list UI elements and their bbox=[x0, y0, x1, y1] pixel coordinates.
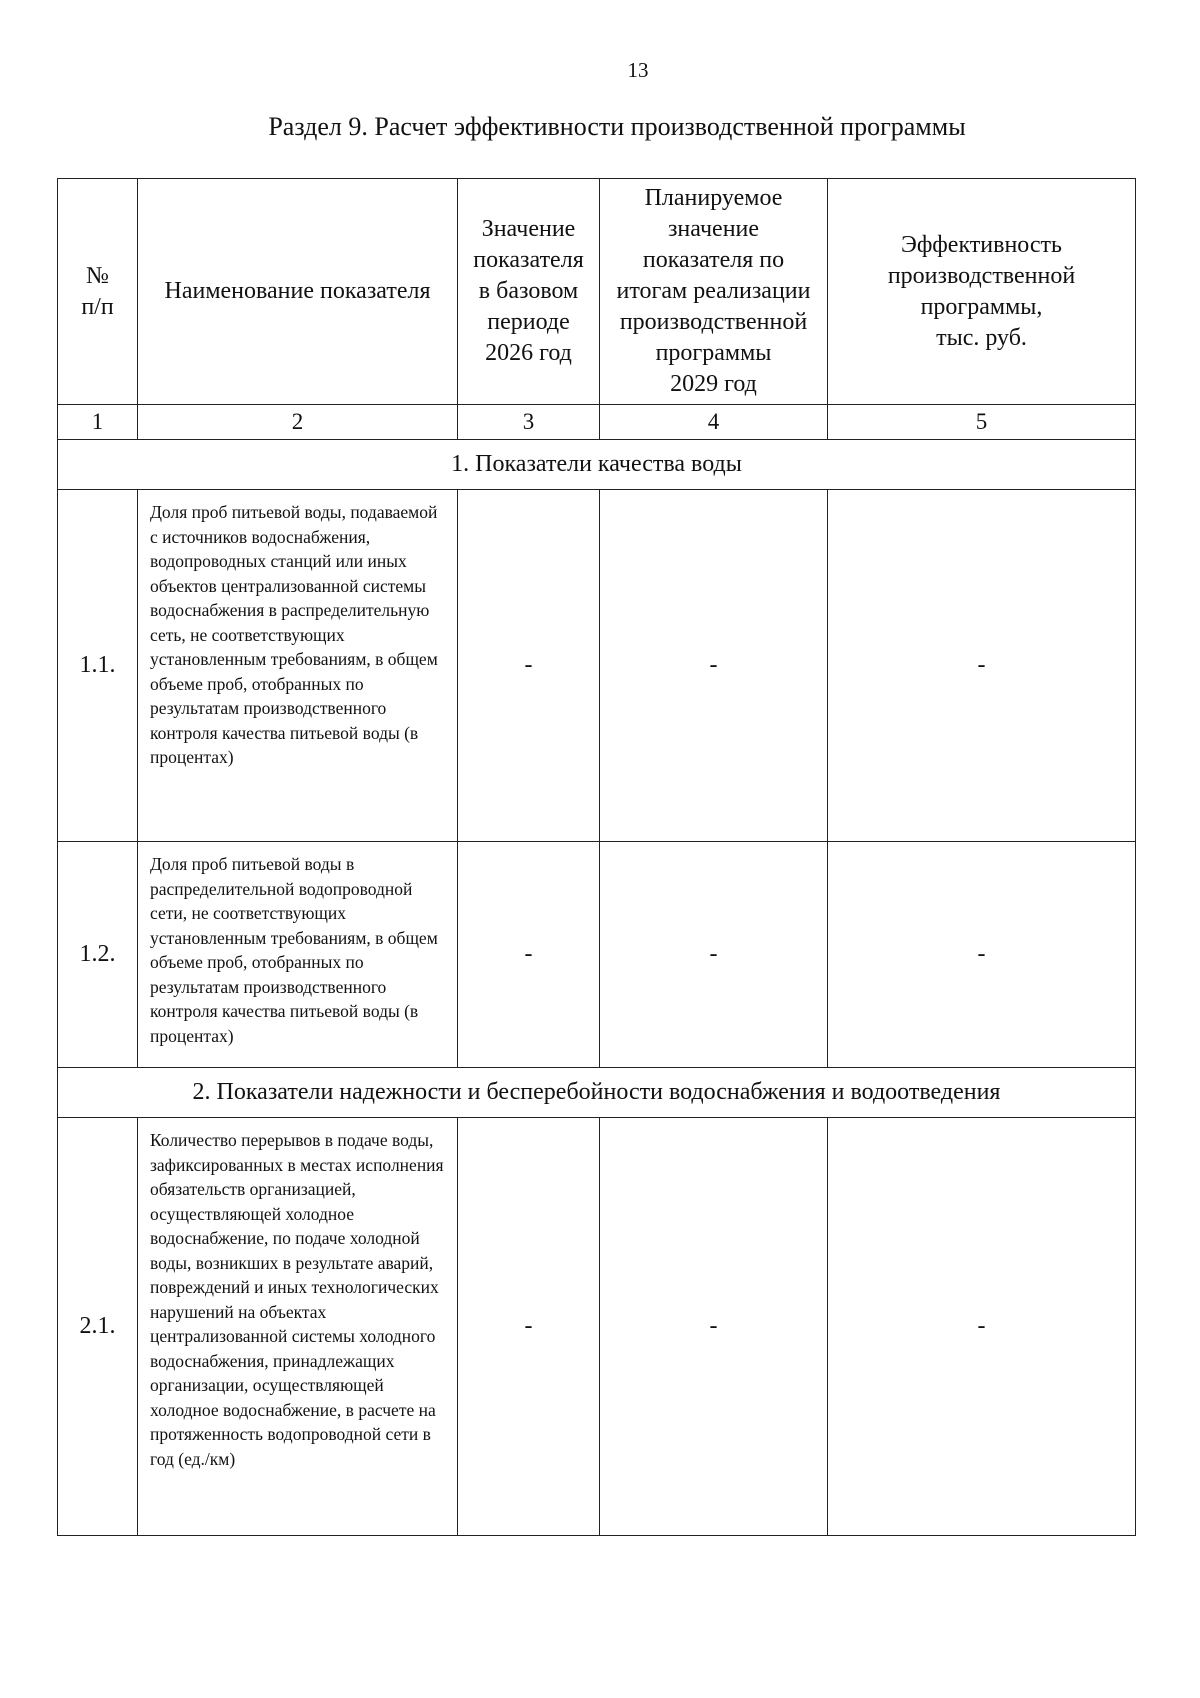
effect-value: - bbox=[828, 1118, 1136, 1536]
header-base: Значение показателя в базовом периоде 2026 год bbox=[458, 179, 600, 405]
table-row bbox=[58, 1118, 1136, 1536]
table-row bbox=[58, 842, 1136, 1068]
row-number: 1.1. bbox=[58, 490, 138, 842]
indicator-name: Доля проб питьевой воды, подаваемой с источников водоснабжения, водопроводных станций или иных объектов централизованной системы водоснабжения в распределительную сеть, не соответствующих установленным требованиям, в общем объеме проб, отобранных по результатам производственного контроля качества питьевой воды (в процентах) bbox=[138, 490, 458, 842]
section-title-reliability: 2. Показатели надежности и бесперебойности водоснабжения и водоотведения bbox=[58, 1068, 1136, 1118]
indicator-name: Доля проб питьевой воды в распределительной водопроводной сети, не соответствующих установленным требованиям, в общем объеме проб, отобранных по результатам производственного контроля качества питьевой воды (в процентах) bbox=[138, 842, 458, 1068]
page-number: 13 bbox=[627, 58, 649, 82]
plan-value: - bbox=[600, 490, 828, 842]
header-num: № п/п bbox=[58, 179, 138, 405]
effect-value: - bbox=[828, 842, 1136, 1068]
column-number: 1 bbox=[58, 405, 138, 440]
column-number: 3 bbox=[458, 405, 600, 440]
section-title: Раздел 9. Расчет эффективности производственной программы bbox=[268, 112, 966, 141]
header-effect: Эффективность производственной программы, тыс. руб. bbox=[828, 179, 1136, 405]
effect-value: - bbox=[828, 490, 1136, 842]
indicator-name: Количество перерывов в подаче воды, зафиксированных в местах исполнения обязательств организацией, осуществляющей холодное водоснабжение, по подаче холодной воды, возникших в результате аварий, повреждений и иных технологических нарушений на объектах централизованной системы холодного водоснабжения, принадлежащих организации, осуществляющей холодное водоснабжение, в расчете на протяженность водопроводной сети в год (ед./км) bbox=[138, 1118, 458, 1536]
plan-value: - bbox=[600, 842, 828, 1068]
row-number: 2.1. bbox=[58, 1118, 138, 1536]
efficiency-table bbox=[57, 178, 1136, 1536]
header-plan: Планируемое значение показателя по итогам реализации производственной программы 2029 год bbox=[600, 179, 828, 405]
column-number: 2 bbox=[138, 405, 458, 440]
column-number-row bbox=[58, 405, 1136, 440]
section-header-row bbox=[58, 440, 1136, 490]
column-number: 5 bbox=[828, 405, 1136, 440]
header-row bbox=[58, 179, 1136, 405]
table-row bbox=[58, 490, 1136, 842]
base-value: - bbox=[458, 1118, 600, 1536]
header-name: Наименование показателя bbox=[138, 179, 458, 405]
column-number: 4 bbox=[600, 405, 828, 440]
plan-value: - bbox=[600, 1118, 828, 1536]
section-header-row bbox=[58, 1068, 1136, 1118]
base-value: - bbox=[458, 490, 600, 842]
section-title-water-quality: 1. Показатели качества воды bbox=[58, 440, 1136, 490]
base-value: - bbox=[458, 842, 600, 1068]
row-number: 1.2. bbox=[58, 842, 138, 1068]
